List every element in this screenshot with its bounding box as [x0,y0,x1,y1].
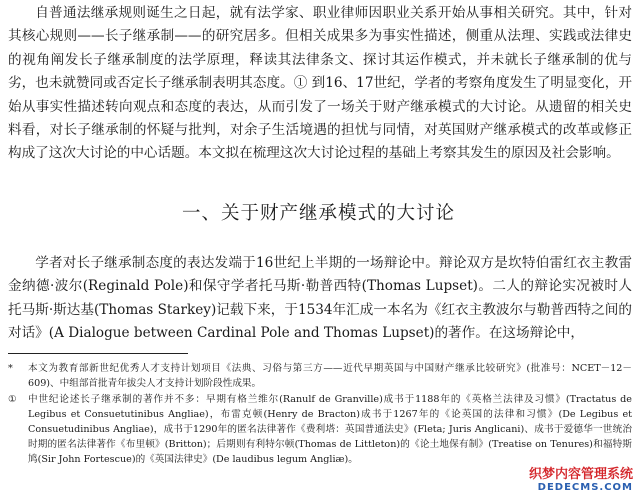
watermark-main: 织梦内容管理系统 [528,467,633,482]
footnote-text: 本文为教育部新世纪优秀人才支持计划项目《法典、习俗与第三方——近代早期英国与中国财产继承比较研究》(批准号：NCET－12－609)、中组部首批青年拔尖人才支持计划阶段性成果。 [28,363,632,389]
footnotes [8,361,632,468]
watermark-logo [529,467,633,494]
body-paragraph-intro: 自普通法继承规则诞生之日起，就有法学家、职业律师因职业关系开始从事相关研究。其中，针对其核心规则——长子继承制——的研究居多。但相关成果多为事实性描述，侧重从法理、实践或法律史的视角阐发长子继承制度的法学原理，释读其法律条文、探讨其运作模式，并未就长子继承制的优与劣，也未就赞同或否定长子继承制表明其态度。① 到16、17世纪，学者的考察角度发生了明显变化，开始从事实性描述转向观点和态度的表达，从而引发了一场关于财产继承模式的大讨论。从遗留的相关史料看，对长子继承制的怀疑与批判，对余子生活境遇的担忧与同情，对英国财产继承模式的改革或修正构成了这次大讨论的中心话题。本文拟在梳理这次大讨论过程的基础上考察其发生的原因及社会影响。 [8,5,632,162]
body-paragraph-debate: 学者对长子继承制态度的表达发端于16世纪上半期的一场辩论中。辩论双方是坎特伯雷红衣主教雷金纳德·波尔(Reginald Pole)和保守学者托马斯·勒普西特(Thomas Lupset)。二人的辩论实况被时人托马斯·斯达基(Thomas Starkey)记载下来，于1534年汇成一本名为《红衣主教波尔与勒普西特之间的对话》(A Dialogue between Cardinal Pole and Thomas Lupset)的著作。在这场辩论中， [8,255,632,342]
footnote-1 [8,392,632,467]
footnote-text: 中世纪论述长子继承制的著作并不多：早期有格兰维尔(Ranulf de Granville)成书于1188年的《英格兰法律及习惯》(Tractatus de Legibus et Consuetutinibus Angliae)，布雷克顿(Henry de Bracton)成书于1267年的《论英国的法律和习惯》(De Legibus et Consuetudinibus Angliae)，成书于1290年的匿名法律著作《费利塔：英国普通法史》(Fleta; Juris Anglicani)、成书于爱德华一世统治时期的匿名法律著作《布里顿》(Britton)；后期则有利特尔顿(Thomas de Littleton)的《论土地保有制》(Treatise on Tenures)和福特斯鸠(Sir John Fortescue)的《英国法律史》(De laudibus legum Angliæ)。 [28,394,632,465]
footnote-divider [8,353,188,354]
watermark-sub: DEDECMS.COM [537,482,633,493]
footnote-mark: * [8,363,13,374]
footnote-mark: ① [8,394,17,405]
footnote-funding [8,361,632,391]
section-heading: 一、关于财产继承模式的大讨论 [181,203,455,224]
